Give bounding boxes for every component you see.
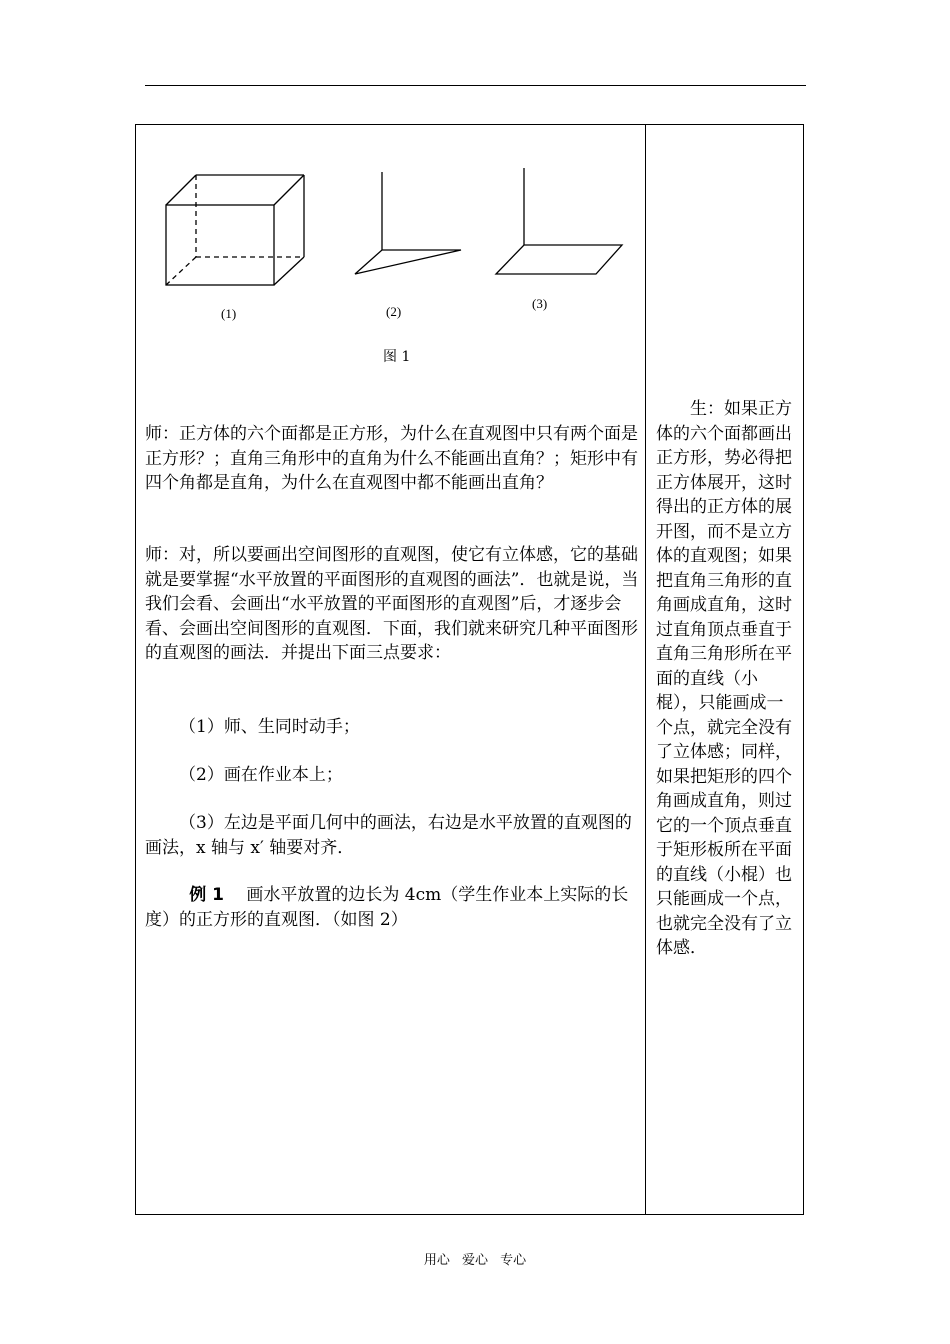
cube-edge	[166, 175, 196, 205]
requirement-1: （1）师、生同时动手；	[179, 717, 360, 737]
cube-edge	[274, 257, 304, 285]
cube-drawing	[166, 175, 304, 285]
figure-label-3: (3)	[532, 296, 548, 311]
rectangle-drawing	[496, 168, 622, 274]
requirement-3: （3）左边是平面几何中的画法，右边是水平放置的直观图的画法，x 轴与 x′ 轴要对齐．	[145, 813, 632, 858]
student-answer-paragraph: 生：如果正方体的六个面都画出正方形，势必得把正方体展开，这时得出的正方体的展开图，而不是立方体的直观图；如果把直角三角形的直角画成直角，这时过直角顶点垂直于直角三角形所在平面的直线（小棍），只能画成一个点，就完全没有了立体感；同样，如果把矩形的四个角画成直角，则过它的一个顶点垂直于矩形板所在平面的直线（小棍）也只能画成一个点，也就完全没有了立体感．	[656, 399, 792, 958]
cube-front-face	[166, 205, 274, 285]
page-footer: 用心 爱心 专心	[423, 1253, 527, 1268]
figure-label-2: (2)	[386, 304, 402, 319]
column-divider	[645, 124, 646, 1215]
header-rule	[145, 85, 806, 86]
teacher-question-paragraph: 师：正方体的六个面都是正方形，为什么在直观图中只有两个面是正方形？；直角三角形中的直角为什么不能画出直角？；矩形中有四个角都是直角，为什么在直观图中都不能画出直角？	[145, 424, 638, 493]
requirement-2: （2）画在作业本上；	[179, 765, 343, 785]
cube-edge	[274, 175, 304, 205]
example-1-body: 画水平放置的边长为 4cm（学生作业本上实际的长度）的正方形的直观图．（如图 2）	[145, 885, 629, 930]
teacher-explanation-paragraph: 师：对，所以要画出空间图形的直观图，使它有立体感，它的基础就是要掌握“水平放置的平面图形的直观图的画法”．也就是说，当我们会看、会画出“水平放置的平面图形的直观图”后，才逐步会看、会画出空间图形的直观图．下面，我们就来研究几种平面图形的直观图的画法．并提出下面三点要求：	[145, 545, 639, 663]
figure-label-1: (1)	[221, 306, 237, 321]
example-1-paragraph	[145, 883, 641, 932]
figure-caption: 图 1	[383, 349, 411, 365]
cube-hidden-edge	[166, 257, 196, 285]
parallelogram-shape	[496, 245, 622, 274]
triangle-shape	[355, 250, 461, 274]
right-triangle-drawing	[355, 172, 461, 274]
example-1-title: 例 1	[189, 885, 224, 905]
